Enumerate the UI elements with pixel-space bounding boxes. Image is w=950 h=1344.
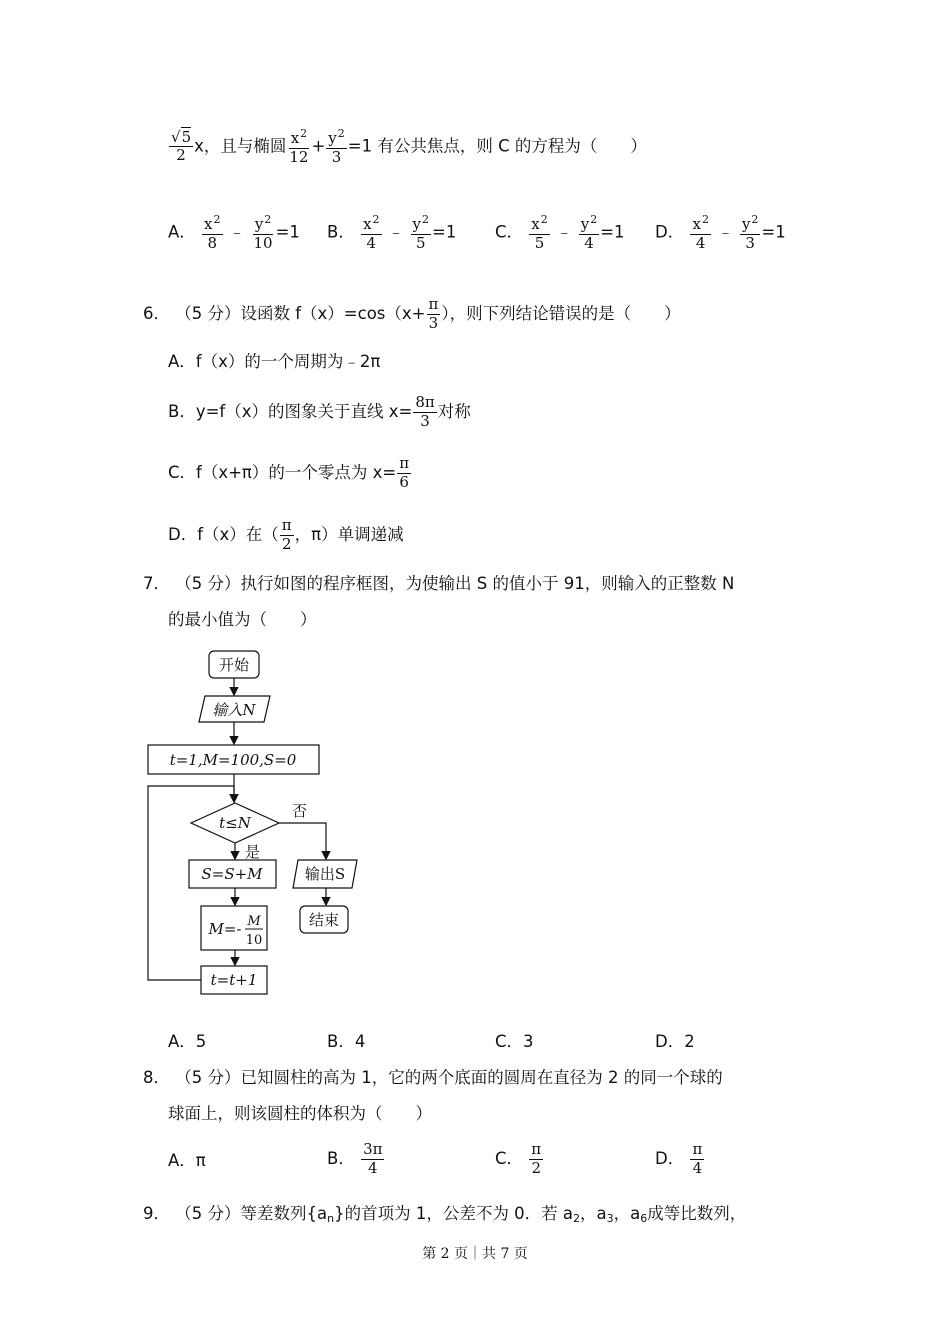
q6-stem: 6． （5 分）设函数 f（x）=cos（x+ $\frac{\pi}{3}$ ），则下列结论错误的是（ ） <box>143 295 681 332</box>
q5-option-d[interactable]: D． $\frac{x^2}{4}$ ﹣ $\frac{y^2}{3}$ =1 <box>655 213 786 252</box>
q8-stem-line2: 球面上，则该圆柱的体积为（ ） <box>168 1104 432 1123</box>
q5-option-c[interactable]: C． $\frac{x^2}{5}$ ﹣ $\frac{y^2}{4}$ =1 <box>495 213 625 252</box>
flow-step2-num: M <box>247 914 261 929</box>
q7-stem-line2: 的最小值为（ ） <box>168 610 317 629</box>
q6-option-a[interactable]: A．f（x）的一个周期为﹣2π <box>168 352 381 371</box>
q8-option-b[interactable]: B． $\frac{3\pi}{4}$ <box>327 1140 383 1177</box>
flow-input-label: 输入N <box>212 701 256 719</box>
flow-step2-den: 10 <box>245 933 263 948</box>
flow-end-label: 结束 <box>308 911 340 929</box>
flow-init-label: t=1,M=100,S=0 <box>169 751 297 769</box>
flow-output-label: 输出S <box>304 865 346 883</box>
q5-stem: $\frac{√5}{2}$ x，且与椭圆 $\frac{x^2}{12}$ + $\frac{y^2}{3}$ =1 有公共焦点，则 C 的方程为（ ） <box>171 127 647 166</box>
flow-step1-label: S=S+M <box>201 865 263 883</box>
flow-yes-label: 是 <box>245 843 261 861</box>
flow-step2-label: M=- <box>208 920 242 938</box>
q8-option-a[interactable]: A．π <box>168 1151 206 1170</box>
flow-step3-label: t=t+1 <box>210 971 258 989</box>
q7-option-b[interactable]: B．4 <box>327 1032 366 1051</box>
q6-option-b[interactable]: B．y=f（x）的图象关于直线 x= $\frac{8\pi}{3}$ 对称 <box>168 393 471 430</box>
page-footer: 第 2 页｜共 7 页 <box>422 1246 528 1262</box>
q5-lead-fraction: $\frac{√5}{2}$ <box>171 127 192 165</box>
q7-option-a[interactable]: A．5 <box>168 1032 207 1051</box>
q5-option-a[interactable]: A． $\frac{x^2}{8}$ ﹣ $\frac{y^2}{10}$ =1 <box>168 213 300 252</box>
q8-option-c[interactable]: C． $\frac{\pi}{2}$ <box>495 1140 542 1177</box>
q9-stem: 9． （5 分）等差数列$\{a_n\}$的首项为 1，公差不为 0．若 $a_2$，$a_3$，$a_6$成等比数列， <box>143 1204 747 1225</box>
q6-option-d[interactable]: D．f（x）在（ $\frac{\pi}{2}$ ，π）单调递减 <box>168 516 404 553</box>
q5-ellipse-y-term: $\frac{y^2}{3}$ <box>328 127 345 166</box>
q5-ellipse-x-term: $\frac{x^2}{12}$ <box>289 127 309 166</box>
q8-option-d[interactable]: D． $\frac{\pi}{4}$ <box>655 1140 703 1177</box>
flow-condition-label: t≤N <box>219 814 251 832</box>
q7-option-d[interactable]: D．2 <box>655 1032 695 1051</box>
q7-stem: 7． （5 分）执行如图的程序框图，为使输出 S 的值小于 91，则输入的正整数 N <box>143 574 735 593</box>
flow-start-label: 开始 <box>218 656 250 674</box>
q8-stem: 8． （5 分）已知圆柱的高为 1，它的两个底面的圆周在直径为 2 的同一个球的 <box>143 1068 723 1087</box>
flow-no-label: 否 <box>292 802 308 820</box>
q6-option-c[interactable]: C．f（x+π）的一个零点为 x= $\frac{\pi}{6}$ <box>168 454 410 491</box>
q7-option-c[interactable]: C．3 <box>495 1032 534 1051</box>
q5-option-b[interactable]: B． $\frac{x^2}{4}$ ﹣ $\frac{y^2}{5}$ =1 <box>327 213 457 252</box>
